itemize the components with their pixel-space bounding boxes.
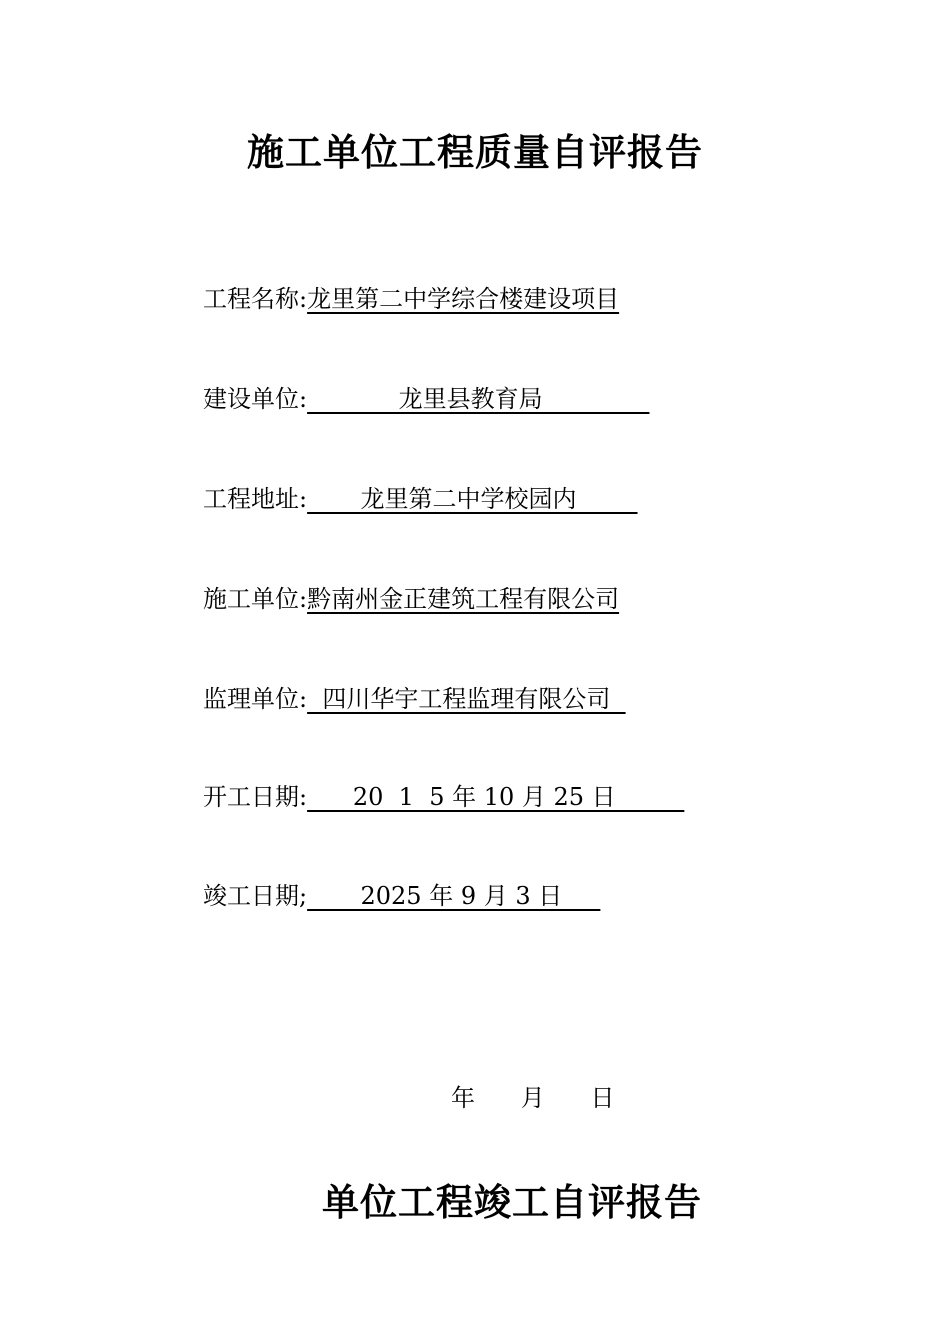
signature-date: 年 月 日 — [451, 1084, 615, 1112]
project-address-field — [203, 483, 638, 515]
supervisor-label: 监理单位: — [203, 685, 308, 713]
contractor-label: 施工单位: — [203, 585, 308, 613]
start-date-label: 开工日期: — [203, 783, 308, 811]
contractor-value: 黔南州金正建筑工程有限公司 — [307, 585, 620, 613]
supervisor-field — [203, 683, 626, 715]
project-address-label: 工程地址: — [203, 485, 308, 513]
project-name-label: 工程名称: — [203, 285, 308, 313]
start-date-value: 20 1 5 年 10 月 25 日 — [307, 783, 685, 811]
completion-date-value: 2025 年 9 月 3 日 — [307, 882, 601, 910]
construction-owner-value: 龙里县教育局 — [307, 385, 650, 413]
start-date-field — [203, 781, 684, 813]
construction-owner-field — [203, 383, 649, 415]
completion-date-label: 竣工日期; — [203, 882, 308, 910]
section-title: 单位工程竣工自评报告 — [322, 1180, 702, 1224]
contractor-field — [203, 583, 619, 615]
project-name-field — [203, 283, 619, 315]
project-address-value: 龙里第二中学校园内 — [307, 485, 638, 513]
construction-owner-label: 建设单位: — [203, 385, 308, 413]
supervisor-value: 四川华宇工程监理有限公司 — [307, 685, 626, 713]
completion-date-field — [203, 880, 600, 912]
document-title: 施工单位工程质量自评报告 — [247, 130, 703, 174]
project-name-value: 龙里第二中学综合楼建设项目 — [307, 285, 620, 313]
